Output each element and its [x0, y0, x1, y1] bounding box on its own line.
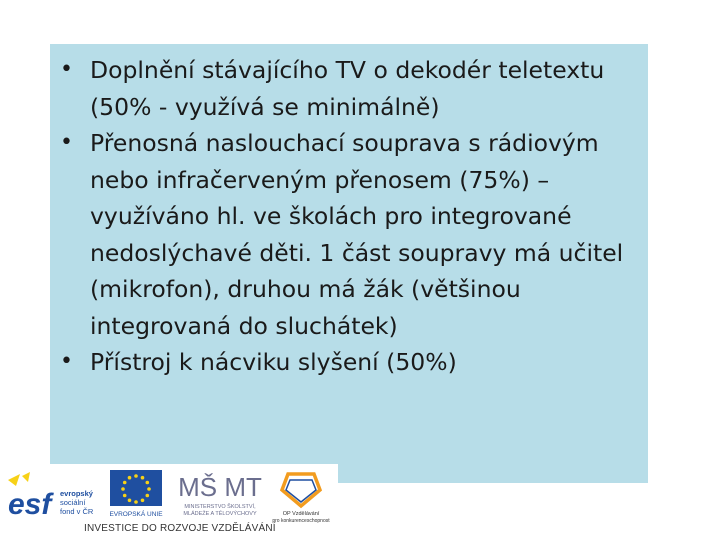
- bullet-icon: •: [60, 349, 73, 374]
- bullet-icon: •: [60, 130, 73, 155]
- esf-line1: evropský: [60, 489, 93, 498]
- op-line2: pro konkurenceschopnost: [272, 518, 330, 524]
- eu-caption: EVROPSKÁ UNIE: [109, 511, 163, 518]
- op-line1: OP Vzdělávání: [282, 511, 320, 517]
- bullet-icon: •: [60, 57, 73, 82]
- esf-mark: esf: [8, 488, 52, 521]
- bullet-item: [54, 125, 644, 344]
- op-logo: [268, 472, 334, 524]
- bullet-text: Přístroj k nácviku slyšení (50%): [90, 348, 457, 376]
- bullet-item: [54, 344, 644, 381]
- bullet-text: Přenosná naslouchací souprava s rádiovým nebo infračerveným přenosem (75%) – využíváno hl. ve školách pro integrované nedoslýchavé děti. 1 část soupravy má učitel (mikrofon), druhou má žák (většinou integrovaná do sluchátek): [90, 129, 624, 340]
- esf-line2: sociální: [60, 498, 86, 507]
- msmt-logo: [170, 468, 270, 524]
- esf-line3: fond v ČR: [60, 507, 94, 516]
- bullet-list: [54, 52, 644, 381]
- esf-logo: [6, 472, 100, 522]
- tagline: INVESTICE DO ROZVOJE VZDĚLÁVÁNÍ: [84, 523, 276, 534]
- bullet-text: Doplnění stávajícího TV o dekodér teletextu (50% - využívá se minimálně): [90, 56, 605, 121]
- eu-flag-logo: [108, 470, 164, 522]
- bullet-item: [54, 52, 644, 125]
- msmt-line2: MLÁDEŽE A TĚLOVÝCHOVY: [183, 511, 257, 517]
- msmt-line1: MINISTERSTVO ŠKOLSTVÍ,: [184, 504, 256, 510]
- footer-logo-strip: [0, 464, 338, 540]
- msmt-mark: MŠ MT: [178, 472, 262, 502]
